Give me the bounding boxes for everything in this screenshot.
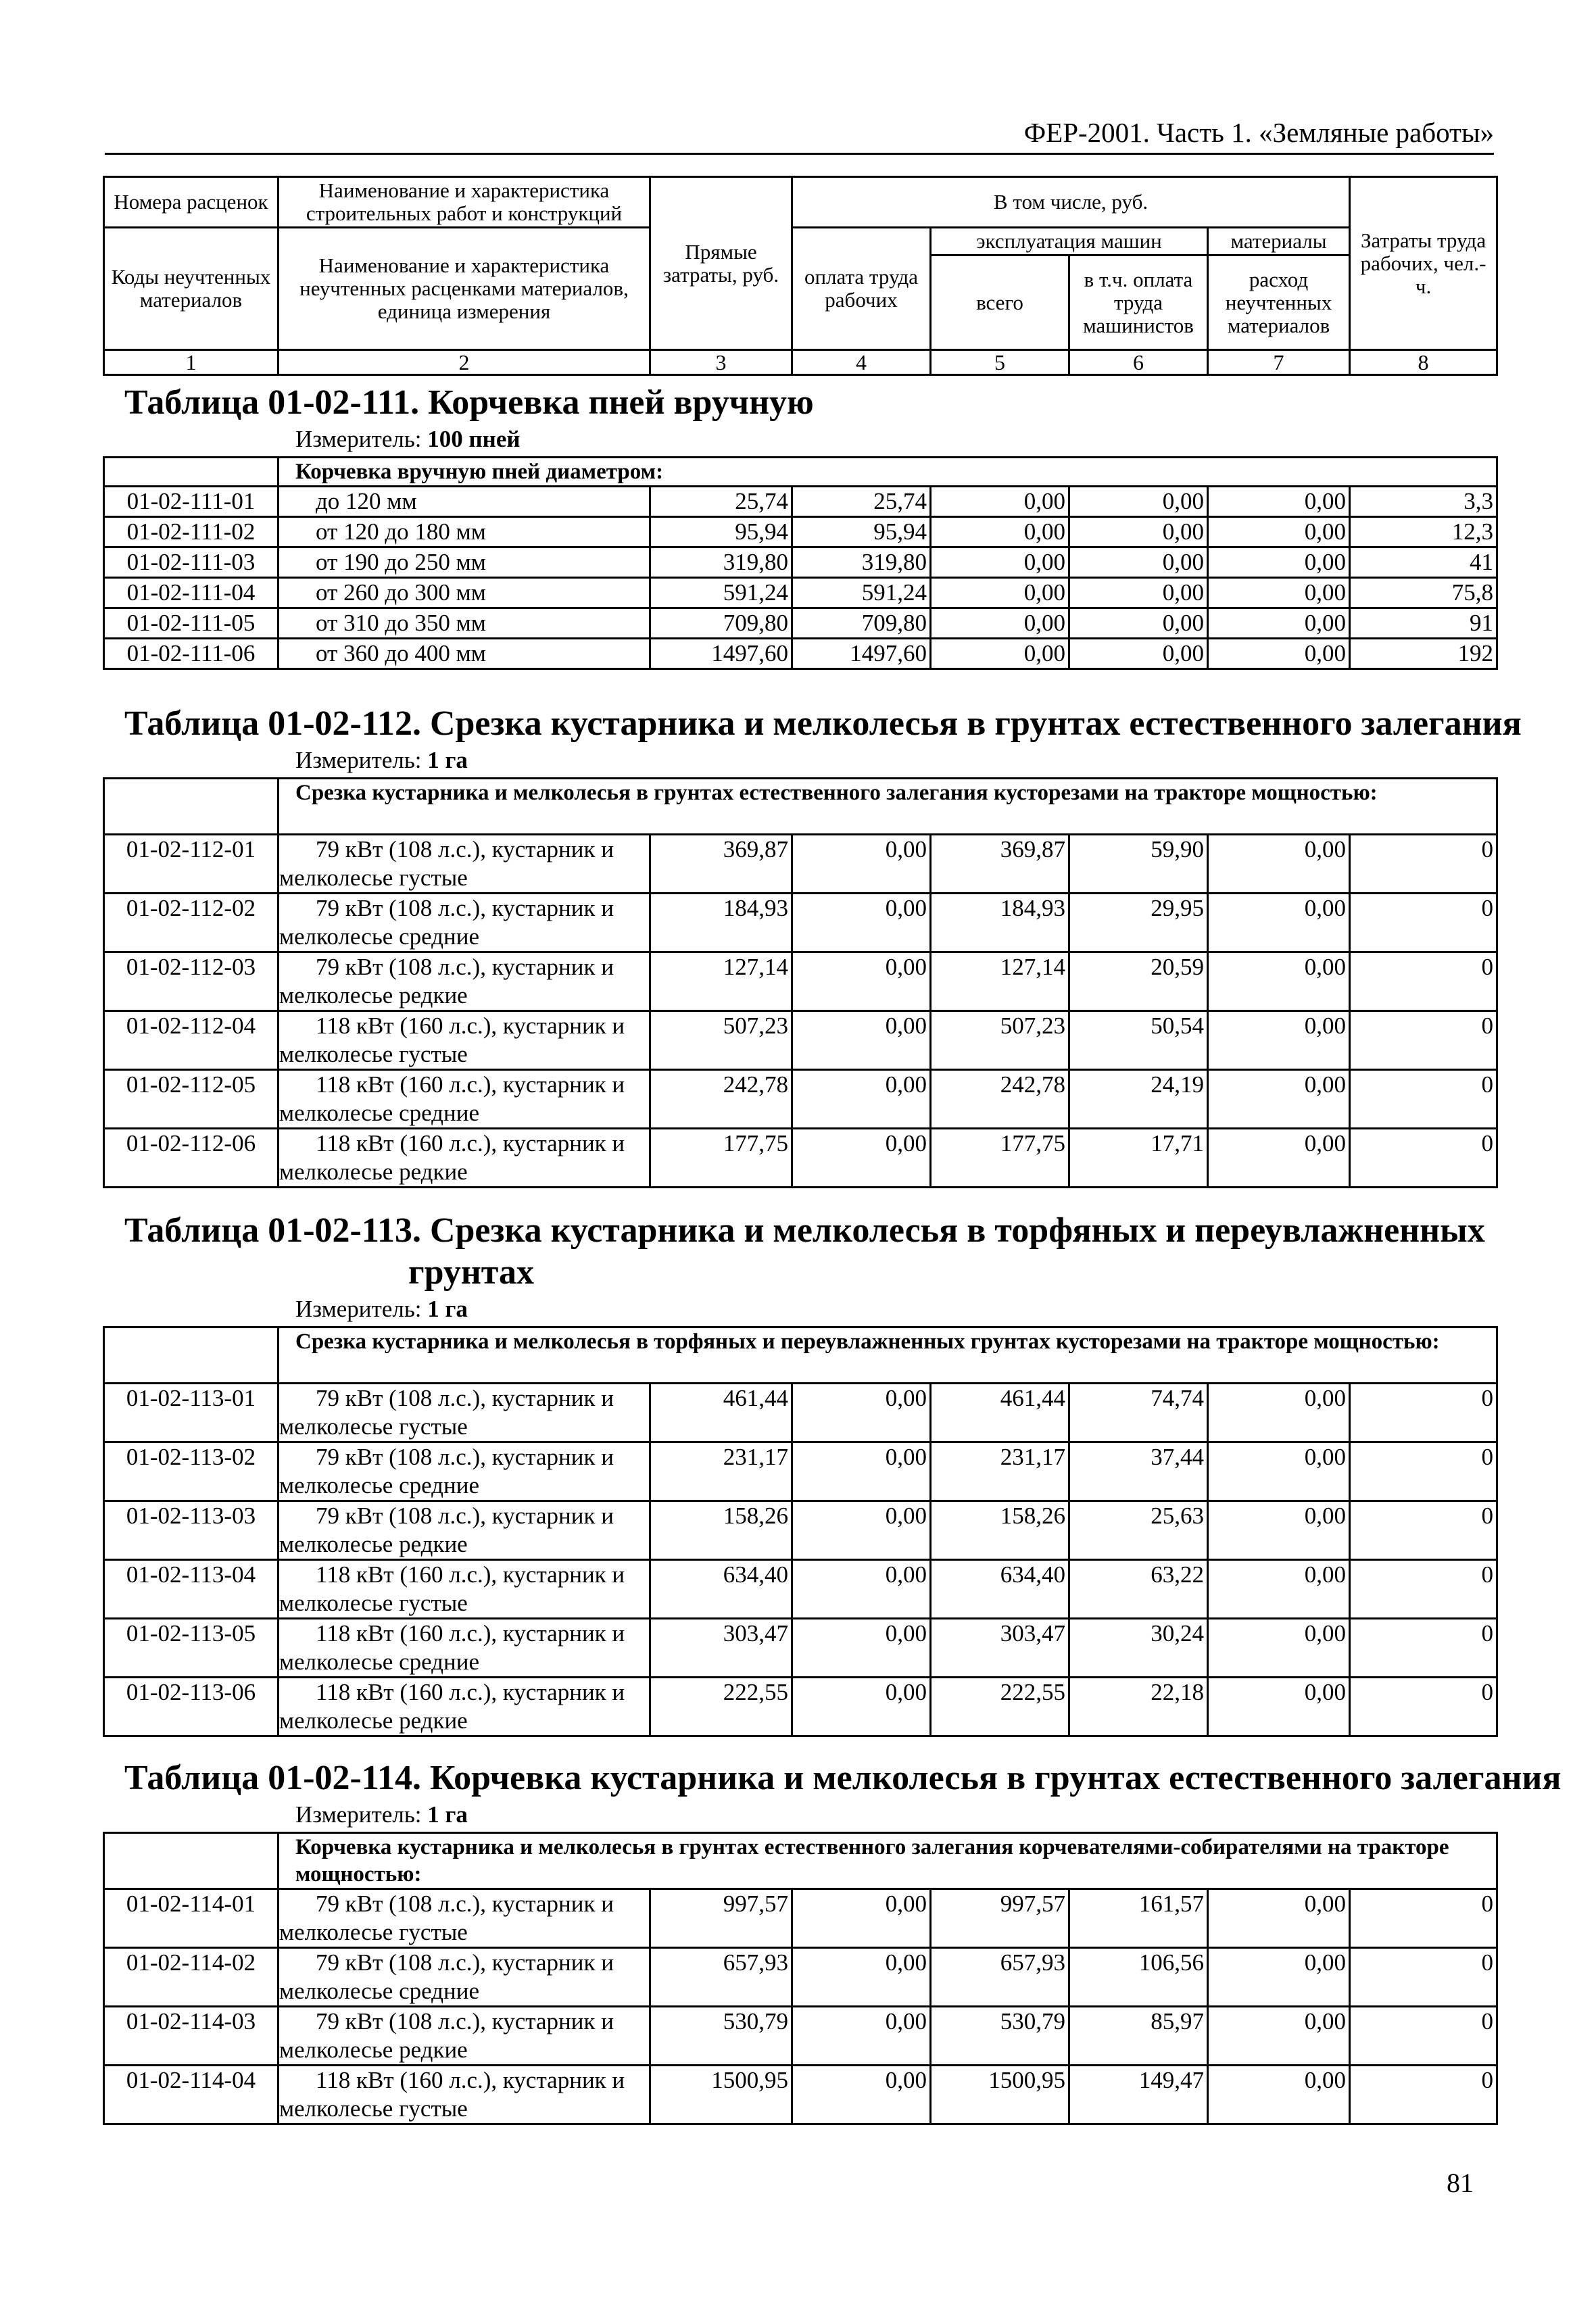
- row-name-line2: мелколесье редкие: [279, 982, 468, 1008]
- cell-machines-pay: 0,00: [1069, 608, 1208, 639]
- row-code: 01-02-112-06: [104, 1129, 279, 1188]
- cell-hours: 0: [1350, 1011, 1497, 1070]
- row-code: 01-02-112-04: [104, 1011, 279, 1070]
- cell-materials: 0,00: [1208, 1011, 1350, 1070]
- row-name-line2: мелколесье средние: [279, 1978, 479, 2004]
- group-heading: Корчевка вручную пней диаметром:: [279, 458, 1497, 487]
- row-name-line2: мелколесье густые: [279, 1041, 468, 1067]
- row-name: от 310 до 350 мм: [279, 608, 650, 639]
- meter-value: 100 пней: [427, 426, 521, 452]
- cell-machines-pay: 149,47: [1069, 2066, 1208, 2124]
- cell-machines: 997,57: [931, 1889, 1069, 1948]
- cell-hours: 0: [1350, 1442, 1497, 1501]
- running-header: ФЕР-2001. Часть 1. «Земляные работы»: [1023, 117, 1494, 148]
- cell-hours: 0: [1350, 1129, 1497, 1188]
- col-labor-pay: оплата труда рабочих: [792, 228, 931, 350]
- cell-labor: 591,24: [792, 578, 931, 608]
- row-name-line1: 118 кВт (160 л.с.), кустарник и: [316, 1679, 625, 1705]
- cell-machines: 1500,95: [931, 2066, 1069, 2124]
- cell-machines-pay: 63,22: [1069, 1560, 1208, 1619]
- table-row: [104, 1442, 1497, 1501]
- cell-materials: 0,00: [1208, 894, 1350, 952]
- row-name-line1: 79 кВт (108 л.с.), кустарник и: [316, 954, 614, 980]
- cell-materials: 0,00: [1208, 578, 1350, 608]
- cell-materials: 0,00: [1208, 1501, 1350, 1560]
- table-row: [104, 1070, 1497, 1129]
- cell-labor: 0,00: [792, 1442, 931, 1501]
- table-01-02-113: [103, 1210, 1496, 1737]
- cell-materials: 0,00: [1208, 1384, 1350, 1442]
- cell-hours: 0: [1350, 2007, 1497, 2066]
- cell-direct: 184,93: [650, 894, 792, 952]
- cell-direct: 369,87: [650, 835, 792, 894]
- cell-hours: 3,3: [1350, 487, 1497, 517]
- col-number: 3: [650, 350, 792, 375]
- table-row: [104, 1678, 1497, 1736]
- cell-direct: 177,75: [650, 1129, 792, 1188]
- meter-label: Измеритель:: [295, 1801, 422, 1828]
- cell-machines-pay: 20,59: [1069, 952, 1208, 1011]
- cell-machines: 634,40: [931, 1560, 1069, 1619]
- cell-hours: 75,8: [1350, 578, 1497, 608]
- table-title: Таблица 01-02-113. Срезка кустарника и мелколесья в торфяных и переувлажненных: [124, 1211, 1485, 1250]
- cell-hours: 0: [1350, 835, 1497, 894]
- cell-machines-pay: 37,44: [1069, 1442, 1208, 1501]
- cell-direct: 997,57: [650, 1889, 792, 1948]
- col-materials-cons: расход неучтенных материалов: [1208, 255, 1350, 350]
- row-name: от 360 до 400 мм: [279, 639, 650, 669]
- row-name-line1: 79 кВт (108 л.с.), кустарник и: [316, 1444, 614, 1470]
- meter-value: 1 га: [427, 1801, 468, 1828]
- cell-hours: 0: [1350, 1070, 1497, 1129]
- table-title-line2: [103, 1252, 1496, 1294]
- cell-machines-pay: 25,63: [1069, 1501, 1208, 1560]
- cell-materials: 0,00: [1208, 608, 1350, 639]
- row-name: до 120 мм: [279, 487, 650, 517]
- row-code: 01-02-113-02: [104, 1442, 279, 1501]
- cell-machines-pay: 29,95: [1069, 894, 1208, 952]
- cell-materials: 0,00: [1208, 1948, 1350, 2007]
- row-name-line1: 79 кВт (108 л.с.), кустарник и: [316, 1503, 614, 1529]
- cell-labor: 709,80: [792, 608, 931, 639]
- cell-labor: 0,00: [792, 1384, 931, 1442]
- cell-labor: 0,00: [792, 894, 931, 952]
- cell-labor: 0,00: [792, 1678, 931, 1736]
- row-code: 01-02-113-05: [104, 1619, 279, 1678]
- table-row: [104, 1384, 1497, 1442]
- row-name: [279, 2066, 650, 2124]
- table-row: [104, 894, 1497, 952]
- cell-direct: 657,93: [650, 1948, 792, 2007]
- cell-labor: 0,00: [792, 835, 931, 894]
- cell-direct: 709,80: [650, 608, 792, 639]
- cell-hours: 0: [1350, 1560, 1497, 1619]
- cell-machines: 0,00: [931, 608, 1069, 639]
- group-heading: Срезка кустарника и мелколесья в торфяных и переувлажненных грунтах кусторезами на тракторе мощностью:: [279, 1327, 1497, 1384]
- cell-materials: 0,00: [1208, 952, 1350, 1011]
- cell-materials: 0,00: [1208, 2007, 1350, 2066]
- cell-labor: 319,80: [792, 547, 931, 578]
- data-table: [103, 1326, 1498, 1737]
- col-direct: Прямые затраты, руб.: [650, 177, 792, 350]
- row-name-line2: мелколесье густые: [279, 1413, 468, 1440]
- row-name-line2: мелколесье средние: [279, 1100, 479, 1126]
- meter: [103, 1294, 1496, 1326]
- cell-direct: 127,14: [650, 952, 792, 1011]
- blank-cell: [104, 458, 279, 487]
- cell-machines: 0,00: [931, 487, 1069, 517]
- row-name-line1: 118 кВт (160 л.с.), кустарник и: [316, 1130, 625, 1156]
- row-name-line1: 79 кВт (108 л.с.), кустарник и: [316, 836, 614, 862]
- title-line2-text: грунтах: [408, 1253, 534, 1292]
- col-number: 1: [104, 350, 279, 375]
- col-labor-cost: Затраты труда рабочих, чел.-ч.: [1350, 177, 1497, 350]
- col-machines-total: всего: [931, 255, 1069, 350]
- blank-cell: [104, 1833, 279, 1889]
- table-row: [104, 1619, 1497, 1678]
- cell-hours: 0: [1350, 1501, 1497, 1560]
- cell-direct: 1497,60: [650, 639, 792, 669]
- row-name-line1: 79 кВт (108 л.с.), кустарник и: [316, 1949, 614, 1976]
- cell-direct: 303,47: [650, 1619, 792, 1678]
- cell-hours: 41: [1350, 547, 1497, 578]
- row-name-line2: мелколесье редкие: [279, 1159, 468, 1185]
- row-name: [279, 952, 650, 1011]
- table-01-02-114: [103, 1757, 1562, 2125]
- row-name: [279, 1011, 650, 1070]
- row-name: [279, 1948, 650, 2007]
- row-code: 01-02-114-03: [104, 2007, 279, 2066]
- cell-materials: 0,00: [1208, 1560, 1350, 1619]
- cell-labor: 0,00: [792, 1889, 931, 1948]
- cell-hours: 0: [1350, 1619, 1497, 1678]
- cell-machines-pay: 106,56: [1069, 1948, 1208, 2007]
- cell-materials: 0,00: [1208, 2066, 1350, 2124]
- cell-hours: 0: [1350, 1384, 1497, 1442]
- cell-hours: 0: [1350, 952, 1497, 1011]
- cell-labor: 0,00: [792, 2007, 931, 2066]
- row-name: от 190 до 250 мм: [279, 547, 650, 578]
- table-row: [104, 1129, 1497, 1188]
- cell-labor: 0,00: [792, 1619, 931, 1678]
- row-name: [279, 1889, 650, 1948]
- table-row: [104, 578, 1497, 608]
- cell-direct: 25,74: [650, 487, 792, 517]
- row-name-line2: мелколесье густые: [279, 1590, 468, 1616]
- cell-hours: 12,3: [1350, 517, 1497, 547]
- cell-materials: 0,00: [1208, 639, 1350, 669]
- cell-hours: 0: [1350, 1948, 1497, 2007]
- table-row: [104, 547, 1497, 578]
- cell-direct: 158,26: [650, 1501, 792, 1560]
- cell-machines: 231,17: [931, 1442, 1069, 1501]
- row-code: 01-02-113-03: [104, 1501, 279, 1560]
- meter-label: Измеритель:: [295, 747, 422, 773]
- table-title: Таблица 01-02-112. Срезка кустарника и мелколесья в грунтах естественного залегания: [124, 704, 1522, 743]
- data-table: [103, 1832, 1498, 2125]
- cell-machines: 507,23: [931, 1011, 1069, 1070]
- meter-label: Измеритель:: [295, 1296, 422, 1322]
- data-table: [103, 777, 1498, 1188]
- row-code: 01-02-113-04: [104, 1560, 279, 1619]
- cell-labor: 0,00: [792, 1011, 931, 1070]
- table-row: [104, 1501, 1497, 1560]
- blank-cell: [104, 1327, 279, 1384]
- row-code: 01-02-111-01: [104, 487, 279, 517]
- table-title: Таблица 01-02-114. Корчевка кустарника и мелколесья в грунтах естественного залегания: [124, 1759, 1562, 1797]
- cell-materials: 0,00: [1208, 1678, 1350, 1736]
- col-number: 5: [931, 350, 1069, 375]
- row-name-line1: 118 кВт (160 л.с.), кустарник и: [316, 1013, 625, 1039]
- cell-hours: 0: [1350, 894, 1497, 952]
- page-number: 81: [1447, 2168, 1474, 2198]
- cell-hours: 91: [1350, 608, 1497, 639]
- row-name-line2: мелколесье густые: [279, 864, 468, 891]
- row-name-line1: 118 кВт (160 л.с.), кустарник и: [316, 2067, 625, 2093]
- cell-labor: 0,00: [792, 1560, 931, 1619]
- meter-value: 1 га: [427, 1296, 468, 1322]
- row-name: [279, 1560, 650, 1619]
- row-name-line2: мелколесье редкие: [279, 2037, 468, 2063]
- group-heading: Срезка кустарника и мелколесья в грунтах естественного залегания кусторезами на тракторе мощностью:: [279, 779, 1497, 835]
- cell-machines: 0,00: [931, 639, 1069, 669]
- cell-machines-pay: 0,00: [1069, 547, 1208, 578]
- cell-machines: 242,78: [931, 1070, 1069, 1129]
- cell-materials: 0,00: [1208, 1619, 1350, 1678]
- row-name: от 260 до 300 мм: [279, 578, 650, 608]
- col-number: 4: [792, 350, 931, 375]
- row-name-line2: мелколесье средние: [279, 923, 479, 950]
- table-row: [104, 487, 1497, 517]
- cell-labor: 0,00: [792, 1129, 931, 1188]
- cell-direct: 507,23: [650, 1011, 792, 1070]
- row-name: [279, 835, 650, 894]
- cell-materials: 0,00: [1208, 547, 1350, 578]
- cell-direct: 319,80: [650, 547, 792, 578]
- cell-machines: 461,44: [931, 1384, 1069, 1442]
- cell-hours: 0: [1350, 1678, 1497, 1736]
- col-machines: эксплуатация машин: [931, 228, 1208, 255]
- cell-direct: 461,44: [650, 1384, 792, 1442]
- col-number: 6: [1069, 350, 1208, 375]
- cell-direct: 591,24: [650, 578, 792, 608]
- col-number: 7: [1208, 350, 1350, 375]
- cell-machines-pay: 50,54: [1069, 1011, 1208, 1070]
- table-row: [104, 639, 1497, 669]
- row-code: 01-02-112-01: [104, 835, 279, 894]
- cell-machines-pay: 161,57: [1069, 1889, 1208, 1948]
- row-name: [279, 1501, 650, 1560]
- table-row: [104, 1948, 1497, 2007]
- row-code: 01-02-112-03: [104, 952, 279, 1011]
- cell-machines-pay: 85,97: [1069, 2007, 1208, 2066]
- row-name: [279, 1070, 650, 1129]
- cell-machines-pay: 0,00: [1069, 639, 1208, 669]
- row-name: [279, 894, 650, 952]
- cell-labor: 0,00: [792, 1070, 931, 1129]
- cell-materials: 0,00: [1208, 487, 1350, 517]
- cell-machines: 158,26: [931, 1501, 1069, 1560]
- row-name: [279, 1442, 650, 1501]
- meter-value: 1 га: [427, 747, 468, 773]
- col-machines-pay: в т.ч. оплата труда машинистов: [1069, 255, 1208, 350]
- meter-label: Измеритель:: [295, 426, 422, 452]
- row-code: 01-02-111-03: [104, 547, 279, 578]
- table-title: Таблица 01-02-111. Корчевка пней вручную: [124, 383, 814, 422]
- row-code: 01-02-114-02: [104, 1948, 279, 2007]
- cell-labor: 95,94: [792, 517, 931, 547]
- row-name-line2: мелколесье средние: [279, 1472, 479, 1498]
- row-code: 01-02-111-02: [104, 517, 279, 547]
- table-row: [104, 517, 1497, 547]
- row-name-line2: мелколесье густые: [279, 1919, 468, 1945]
- cell-machines-pay: 30,24: [1069, 1619, 1208, 1678]
- row-name-line2: мелколесье средние: [279, 1649, 479, 1675]
- cell-hours: 0: [1350, 2066, 1497, 2124]
- row-code: 01-02-111-05: [104, 608, 279, 639]
- cell-machines: 369,87: [931, 835, 1069, 894]
- row-name: от 120 до 180 мм: [279, 517, 650, 547]
- cell-hours: 0: [1350, 1889, 1497, 1948]
- cell-machines-pay: 17,71: [1069, 1129, 1208, 1188]
- row-name: [279, 2007, 650, 2066]
- row-name-line2: мелколесье редкие: [279, 1531, 468, 1557]
- row-code: 01-02-112-02: [104, 894, 279, 952]
- cell-machines-pay: 0,00: [1069, 578, 1208, 608]
- row-name: [279, 1384, 650, 1442]
- row-name-line2: мелколесье густые: [279, 2095, 468, 2122]
- col-codes-top: Номера расценок: [104, 177, 279, 228]
- row-code: 01-02-111-06: [104, 639, 279, 669]
- col-incl: В том числе, руб.: [792, 177, 1350, 228]
- row-code: 01-02-114-04: [104, 2066, 279, 2124]
- cell-direct: 1500,95: [650, 2066, 792, 2124]
- col-codes-bottom: Коды неучтенных материалов: [104, 228, 279, 350]
- cell-machines: 127,14: [931, 952, 1069, 1011]
- cell-machines-pay: 0,00: [1069, 487, 1208, 517]
- cell-machines: 303,47: [931, 1619, 1069, 1678]
- col-number: 8: [1350, 350, 1497, 375]
- data-table: [103, 456, 1498, 670]
- cell-materials: 0,00: [1208, 835, 1350, 894]
- row-code: 01-02-113-01: [104, 1384, 279, 1442]
- cell-labor: 0,00: [792, 1948, 931, 2007]
- cell-hours: 192: [1350, 639, 1497, 669]
- cell-machines: 530,79: [931, 2007, 1069, 2066]
- row-name-line1: 79 кВт (108 л.с.), кустарник и: [316, 2008, 614, 2034]
- column-header-table: [103, 176, 1498, 376]
- col-materials: материалы: [1208, 228, 1350, 255]
- meter: [103, 424, 1496, 456]
- table-row: [104, 1889, 1497, 1948]
- row-code: 01-02-114-01: [104, 1889, 279, 1948]
- cell-direct: 530,79: [650, 2007, 792, 2066]
- cell-machines: 177,75: [931, 1129, 1069, 1188]
- table-row: [104, 1011, 1497, 1070]
- cell-labor: 0,00: [792, 1501, 931, 1560]
- row-name-line1: 79 кВт (108 л.с.), кустарник и: [316, 1891, 614, 1917]
- row-name-line1: 118 кВт (160 л.с.), кустарник и: [316, 1071, 625, 1098]
- col-number: 2: [279, 350, 650, 375]
- col-name-top: Наименование и характеристика строительных работ и конструкций: [279, 177, 650, 228]
- column-numbers-row: [104, 350, 1497, 375]
- cell-direct: 634,40: [650, 1560, 792, 1619]
- table-row: [104, 952, 1497, 1011]
- row-name: [279, 1619, 650, 1678]
- cell-machines: 184,93: [931, 894, 1069, 952]
- col-name-bottom: Наименование и характеристика неучтенных расценками материалов, единица измерения: [279, 228, 650, 350]
- table-row: [104, 1560, 1497, 1619]
- cell-labor: 1497,60: [792, 639, 931, 669]
- header-rule: [105, 153, 1494, 155]
- row-name-line1: 79 кВт (108 л.с.), кустарник и: [316, 895, 614, 921]
- row-name: [279, 1129, 650, 1188]
- row-name-line2: мелколесье редкие: [279, 1707, 468, 1734]
- cell-machines-pay: 59,90: [1069, 835, 1208, 894]
- table-01-02-112: [103, 703, 1522, 1188]
- cell-direct: 231,17: [650, 1442, 792, 1501]
- cell-labor: 0,00: [792, 2066, 931, 2124]
- cell-machines-pay: 24,19: [1069, 1070, 1208, 1129]
- meter: [103, 1799, 1496, 1832]
- blank-cell: [104, 779, 279, 835]
- table-row: [104, 835, 1497, 894]
- cell-direct: 242,78: [650, 1070, 792, 1129]
- cell-labor: 0,00: [792, 952, 931, 1011]
- cell-direct: 95,94: [650, 517, 792, 547]
- cell-materials: 0,00: [1208, 1889, 1350, 1948]
- cell-direct: 222,55: [650, 1678, 792, 1736]
- row-code: 01-02-112-05: [104, 1070, 279, 1129]
- cell-machines: 0,00: [931, 578, 1069, 608]
- cell-materials: 0,00: [1208, 1129, 1350, 1188]
- cell-labor: 25,74: [792, 487, 931, 517]
- cell-machines-pay: 74,74: [1069, 1384, 1208, 1442]
- row-name-line1: 79 кВт (108 л.с.), кустарник и: [316, 1385, 614, 1411]
- cell-machines: 657,93: [931, 1948, 1069, 2007]
- cell-machines: 0,00: [931, 517, 1069, 547]
- row-code: 01-02-111-04: [104, 578, 279, 608]
- cell-materials: 0,00: [1208, 517, 1350, 547]
- table-01-02-111: [103, 382, 1496, 670]
- cell-machines: 0,00: [931, 547, 1069, 578]
- table-row: [104, 2007, 1497, 2066]
- table-row: [104, 608, 1497, 639]
- row-name-line1: 118 кВт (160 л.с.), кустарник и: [316, 1620, 625, 1647]
- cell-machines: 222,55: [931, 1678, 1069, 1736]
- row-name-line1: 118 кВт (160 л.с.), кустарник и: [316, 1561, 625, 1588]
- cell-machines-pay: 22,18: [1069, 1678, 1208, 1736]
- cell-materials: 0,00: [1208, 1442, 1350, 1501]
- group-heading: Корчевка кустарника и мелколесья в грунтах естественного залегания корчевателями-собирателями на тракторе мощностью:: [279, 1833, 1497, 1889]
- cell-materials: 0,00: [1208, 1070, 1350, 1129]
- row-code: 01-02-113-06: [104, 1678, 279, 1736]
- row-name: [279, 1678, 650, 1736]
- cell-machines-pay: 0,00: [1069, 517, 1208, 547]
- meter: [103, 745, 1496, 777]
- table-row: [104, 2066, 1497, 2124]
